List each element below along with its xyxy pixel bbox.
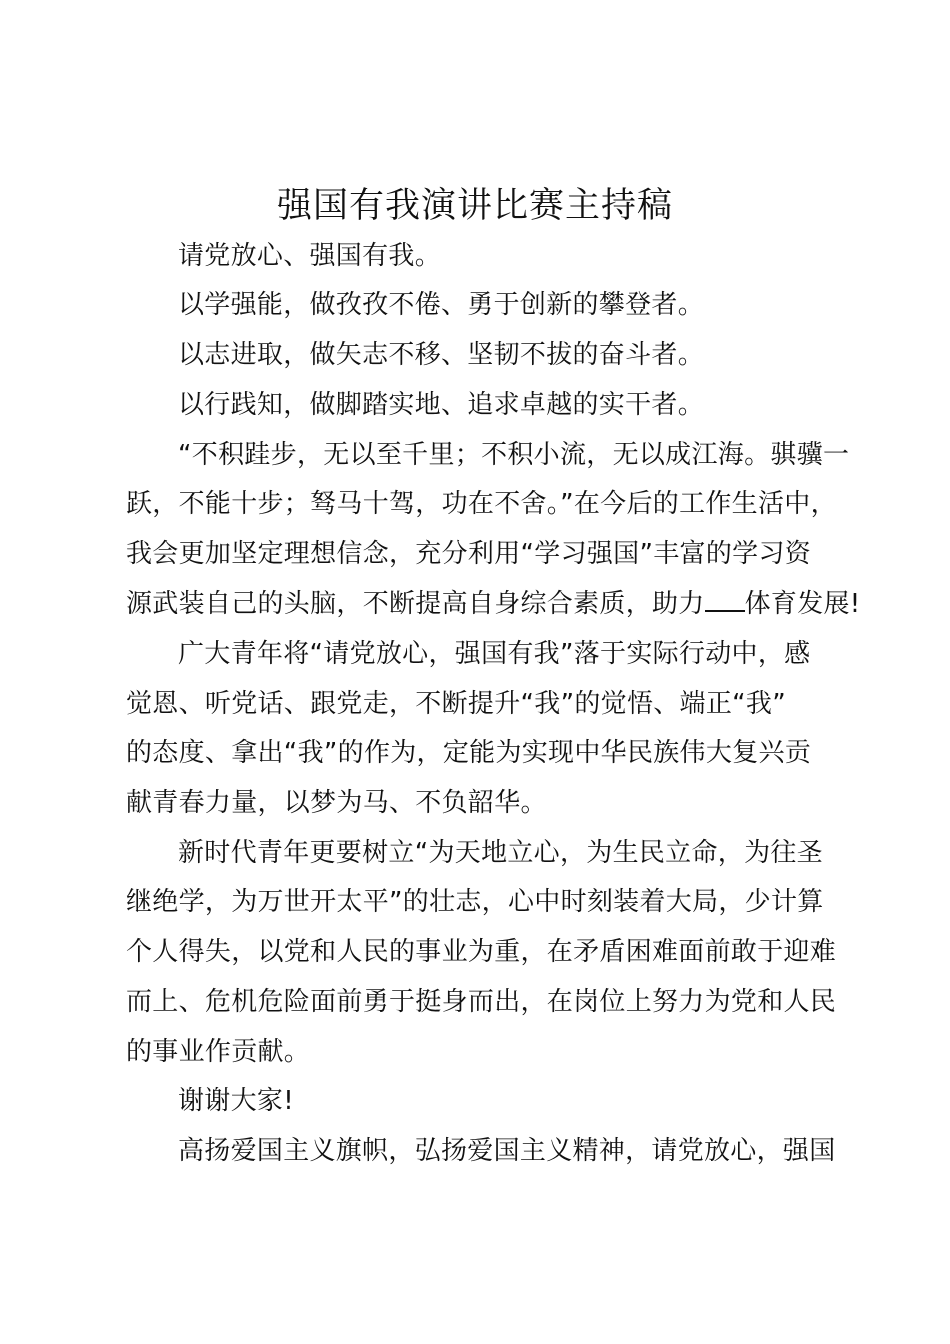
- paragraph-line: 个人得失，以党和人民的事业为重，在矛盾困难面前敢于迎难: [126, 937, 837, 967]
- paragraph-line-text: 体育发展!: [744, 589, 861, 619]
- document-title: 强国有我演讲比赛主持稿: [276, 186, 673, 226]
- paragraph-line: 的态度、拿出“我”的作为，定能为实现中华民族伟大复兴贡: [126, 738, 812, 768]
- paragraph-line: 觉恩、听党话、跟党走，不断提升“我”的觉悟、端正“我”: [126, 689, 786, 719]
- paragraph-line: 以学强能，做孜孜不倦、勇于创新的攀登者。: [178, 290, 705, 320]
- paragraph-line: 请党放心、强国有我。: [178, 241, 442, 271]
- paragraph-line: 高扬爱国主义旗帜，弘扬爱国主义精神，请党放心，强国: [178, 1136, 836, 1166]
- paragraph-line: 以行践知，做脚踏实地、追求卓越的实干者。: [178, 390, 705, 420]
- paragraph-line: 我会更加坚定理想信念，充分利用“学习强国”丰富的学习资: [126, 539, 812, 569]
- fill-in-blank: [705, 588, 745, 612]
- paragraph-line: 跃，不能十步；驽马十驾，功在不舍。”在今后的工作生活中，: [126, 489, 837, 519]
- paragraph-line: 献青春力量，以梦为马、不负韶华。: [126, 788, 547, 818]
- paragraph-line: 以志进取，做矢志不移、坚韧不拔的奋斗者。: [178, 340, 705, 370]
- paragraph-line: 而上、危机危险面前勇于挺身而出，在岗位上努力为党和人民: [126, 987, 837, 1017]
- paragraph-line: 谢谢大家!: [178, 1086, 294, 1116]
- paragraph-line: 继绝学，为万世开太平”的壮志，心中时刻装着大局，少计算: [126, 887, 824, 917]
- paragraph-line: 的事业作贡献。: [126, 1037, 311, 1067]
- paragraph-line: 广大青年将“请党放心，强国有我”落于实际行动中，感: [178, 639, 811, 669]
- paragraph-line: “不积跬步，无以至千里；不积小流，无以成江海。骐骥一: [178, 440, 850, 470]
- paragraph-line: 新时代青年更要树立“为天地立心，为生民立命，为往圣: [178, 838, 823, 868]
- paragraph-line-text: 源武装自己的头脑，不断提高自身综合素质，助力: [126, 589, 705, 619]
- paragraph-line-with-blank: [126, 584, 861, 624]
